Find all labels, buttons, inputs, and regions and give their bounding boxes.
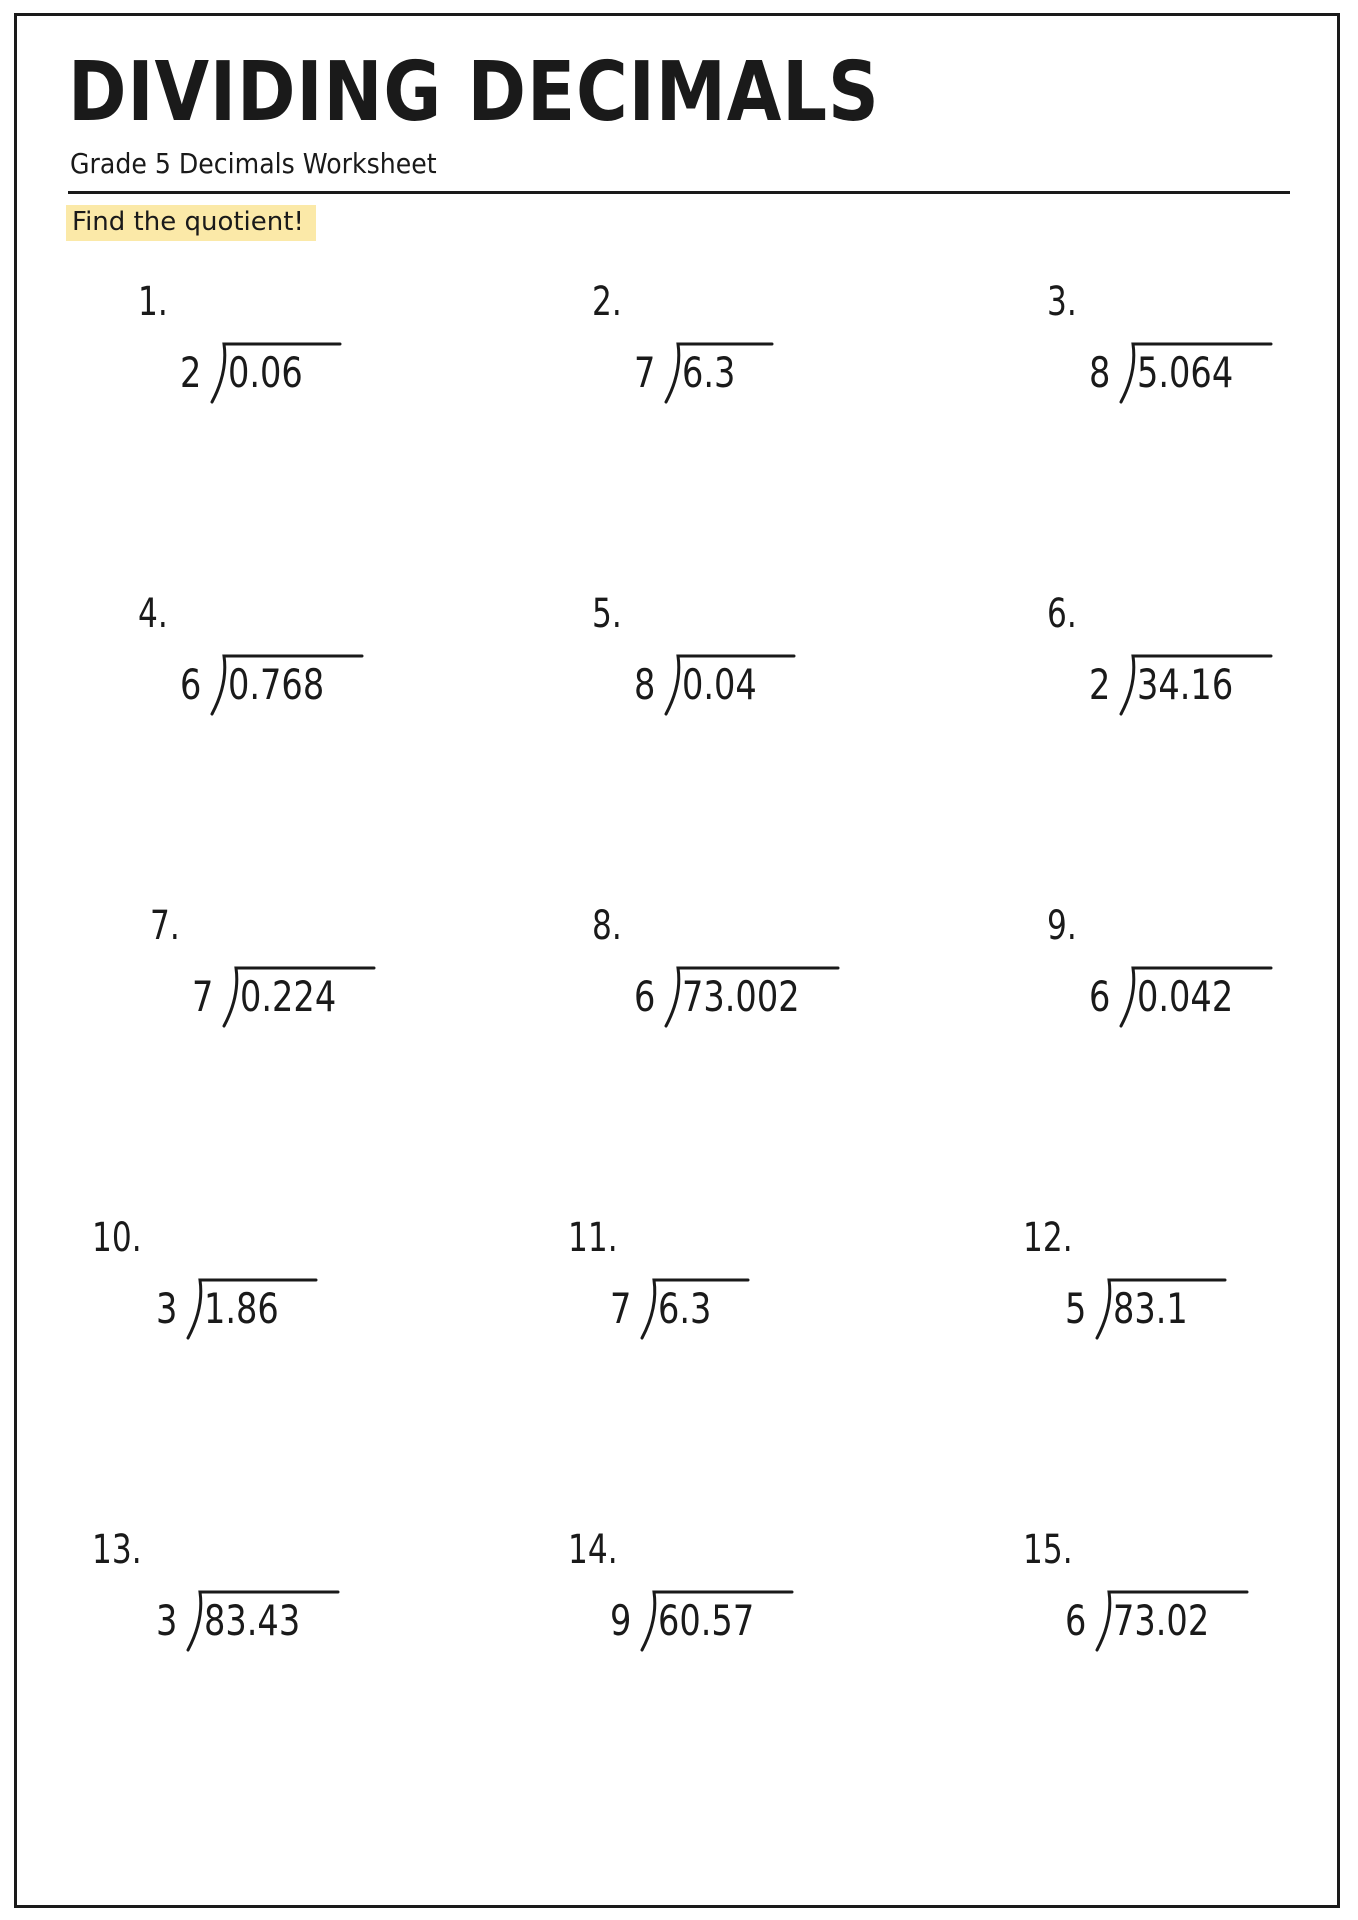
divisor: 7: [610, 1284, 632, 1333]
divisor: 8: [634, 660, 656, 709]
problem-number: 2.: [592, 279, 622, 325]
dividend: 6.3: [658, 1284, 712, 1333]
dividend: 73.02: [1113, 1596, 1210, 1645]
divisor: 6: [1065, 1596, 1087, 1645]
problem-2: [592, 279, 932, 442]
dividend: 60.57: [658, 1596, 755, 1645]
divisor: 3: [156, 1596, 178, 1645]
divisor: 6: [634, 972, 656, 1021]
problem-14: [568, 1527, 908, 1690]
dividend: 5.064: [1137, 348, 1234, 397]
dividend: 0.042: [1137, 972, 1234, 1021]
problem-6: [1047, 591, 1358, 754]
dividend: 83.1: [1113, 1284, 1188, 1333]
problem-number: 9.: [1047, 903, 1077, 949]
dividend: 83.43: [204, 1596, 301, 1645]
dividend: 0.06: [228, 348, 303, 397]
divisor: 6: [1089, 972, 1111, 1021]
problem-number: 11.: [568, 1215, 618, 1261]
problem-1: [138, 279, 478, 442]
dividend: 1.86: [204, 1284, 279, 1333]
problem-number: 5.: [592, 591, 622, 637]
dividend: 0.768: [228, 660, 325, 709]
problem-number: 12.: [1023, 1215, 1073, 1261]
problem-10: [92, 1215, 454, 1378]
instruction-highlight: Find the quotient!: [66, 205, 316, 241]
problem-number: 10.: [92, 1215, 142, 1261]
dividend: 73.002: [682, 972, 800, 1021]
header-divider: [68, 191, 1290, 194]
divisor: 2: [1089, 660, 1111, 709]
problem-12: [1023, 1215, 1358, 1378]
divisor: 6: [180, 660, 202, 709]
problem-8: [592, 903, 932, 1066]
divisor: 8: [1089, 348, 1111, 397]
problem-number: 13.: [92, 1527, 142, 1573]
problem-number: 8.: [592, 903, 622, 949]
problem-number: 7.: [150, 903, 180, 949]
problem-number: 3.: [1047, 279, 1077, 325]
problem-number: 15.: [1023, 1527, 1073, 1573]
divisor: 7: [192, 972, 214, 1021]
problem-7: [150, 903, 490, 1066]
problem-4: [138, 591, 478, 754]
page-title: DIVIDING DECIMALS: [68, 45, 880, 140]
divisor: 2: [180, 348, 202, 397]
problem-15: [1023, 1527, 1358, 1690]
divisor: 3: [156, 1284, 178, 1333]
divisor: 5: [1065, 1284, 1087, 1333]
problem-3: [1047, 279, 1358, 442]
problem-13: [92, 1527, 454, 1690]
divisor: 9: [610, 1596, 632, 1645]
problem-number: 4.: [138, 591, 168, 637]
problem-5: [592, 591, 932, 754]
problem-11: [568, 1215, 908, 1378]
divisor: 7: [634, 348, 656, 397]
problem-9: [1047, 903, 1358, 1066]
dividend: 0.04: [682, 660, 757, 709]
problem-number: 6.: [1047, 591, 1077, 637]
dividend: 34.16: [1137, 660, 1234, 709]
dividend: 6.3: [682, 348, 736, 397]
dividend: 0.224: [240, 972, 337, 1021]
problem-number: 14.: [568, 1527, 618, 1573]
problem-number: 1.: [138, 279, 168, 325]
page-subtitle: Grade 5 Decimals Worksheet: [70, 147, 437, 180]
